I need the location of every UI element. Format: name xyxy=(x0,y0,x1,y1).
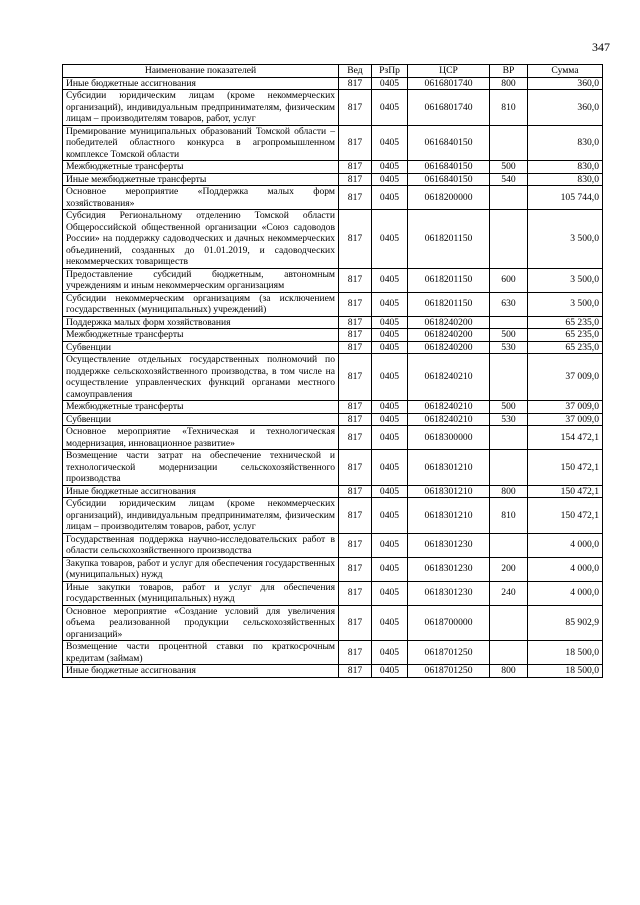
cell-vr xyxy=(490,125,528,161)
table-header xyxy=(63,65,603,78)
cell-rzpr: 0405 xyxy=(372,557,408,581)
cell-sum: 4 000,0 xyxy=(528,557,603,581)
header-vr: ВР xyxy=(490,65,528,78)
cell-rzpr: 0405 xyxy=(372,186,408,210)
cell-ved: 817 xyxy=(339,581,372,605)
header-ved: Вед xyxy=(339,65,372,78)
table-row xyxy=(63,316,603,329)
header-name: Наименование показателей xyxy=(63,65,339,78)
cell-sum: 37 009,0 xyxy=(528,413,603,426)
cell-sum: 3 500,0 xyxy=(528,268,603,292)
cell-name: Субвенции xyxy=(63,341,339,354)
cell-csr: 0618301230 xyxy=(408,581,490,605)
cell-rzpr: 0405 xyxy=(372,210,408,269)
cell-ved: 817 xyxy=(339,341,372,354)
cell-sum: 4 000,0 xyxy=(528,533,603,557)
cell-rzpr: 0405 xyxy=(372,413,408,426)
cell-name: Возмещение части затрат на обеспечение технической и технологической модернизации сельскохозяйственного производства xyxy=(63,450,339,486)
cell-vr: 530 xyxy=(490,413,528,426)
cell-ved: 817 xyxy=(339,641,372,665)
cell-vr xyxy=(490,354,528,401)
table-row xyxy=(63,161,603,174)
cell-vr xyxy=(490,426,528,450)
cell-csr: 0618301230 xyxy=(408,533,490,557)
cell-sum: 18 500,0 xyxy=(528,641,603,665)
table-row xyxy=(63,498,603,534)
cell-sum: 105 744,0 xyxy=(528,186,603,210)
table-row xyxy=(63,581,603,605)
cell-rzpr: 0405 xyxy=(372,354,408,401)
cell-name: Межбюджетные трансферты xyxy=(63,161,339,174)
cell-rzpr: 0405 xyxy=(372,125,408,161)
cell-name: Субсидии юридическим лицам (кроме некоммерческих организаций), индивидуальным предпринимателям, физическим лицам – производителям товаров, работ, услуг xyxy=(63,90,339,126)
cell-ved: 817 xyxy=(339,426,372,450)
cell-ved: 817 xyxy=(339,210,372,269)
cell-name: Премирование муниципальных образований Томской области – победителей областного конкурса в агропромышленном комплексе Томской области xyxy=(63,125,339,161)
cell-ved: 817 xyxy=(339,90,372,126)
cell-vr xyxy=(490,316,528,329)
cell-name: Иные бюджетные ассигнования xyxy=(63,665,339,678)
header-csr: ЦСР xyxy=(408,65,490,78)
cell-rzpr: 0405 xyxy=(372,161,408,174)
cell-name: Основное мероприятие «Техническая и технологическая модернизация, инновационное развитие» xyxy=(63,426,339,450)
cell-sum: 154 472,1 xyxy=(528,426,603,450)
cell-ved: 817 xyxy=(339,125,372,161)
cell-name: Субвенции xyxy=(63,413,339,426)
cell-name: Осуществление отдельных государственных полномочий по поддержке сельскохозяйственного производства, в том числе на осуществление управленческих функций органами местного самоуправления xyxy=(63,354,339,401)
cell-name: Государственная поддержка научно-исследовательских работ в области сельскохозяйственного производства xyxy=(63,533,339,557)
cell-name: Межбюджетные трансферты xyxy=(63,401,339,414)
table-row xyxy=(63,292,603,316)
cell-sum: 830,0 xyxy=(528,161,603,174)
cell-rzpr: 0405 xyxy=(372,401,408,414)
cell-csr: 0616840150 xyxy=(408,173,490,186)
table-row xyxy=(63,557,603,581)
table-row xyxy=(63,329,603,342)
cell-name: Субсидии юридическим лицам (кроме некоммерческих организаций), индивидуальным предпринимателям, физическим лицам – производителям товаров, работ, услуг xyxy=(63,498,339,534)
cell-sum: 3 500,0 xyxy=(528,292,603,316)
cell-csr: 0618301210 xyxy=(408,450,490,486)
cell-rzpr: 0405 xyxy=(372,77,408,90)
cell-csr: 0616801740 xyxy=(408,90,490,126)
cell-name: Основное мероприятие «Создание условий для увеличения объема реализованной продукции сельскохозяйственных организаций» xyxy=(63,605,339,641)
cell-ved: 817 xyxy=(339,292,372,316)
cell-vr: 800 xyxy=(490,485,528,498)
cell-vr xyxy=(490,210,528,269)
cell-ved: 817 xyxy=(339,413,372,426)
cell-sum: 85 902,9 xyxy=(528,605,603,641)
table-row xyxy=(63,665,603,678)
table-row xyxy=(63,210,603,269)
table-row xyxy=(63,450,603,486)
cell-sum: 360,0 xyxy=(528,90,603,126)
table-row xyxy=(63,485,603,498)
cell-name: Основное мероприятие «Поддержка малых форм хозяйствования» xyxy=(63,186,339,210)
cell-csr: 0618301230 xyxy=(408,557,490,581)
cell-ved: 817 xyxy=(339,605,372,641)
cell-sum: 37 009,0 xyxy=(528,354,603,401)
cell-name: Возмещение части процентной ставки по краткосрочным кредитам (займам) xyxy=(63,641,339,665)
cell-sum: 4 000,0 xyxy=(528,581,603,605)
cell-vr xyxy=(490,450,528,486)
cell-csr: 0616801740 xyxy=(408,77,490,90)
cell-csr: 0618701250 xyxy=(408,641,490,665)
cell-vr: 800 xyxy=(490,665,528,678)
cell-sum: 18 500,0 xyxy=(528,665,603,678)
cell-ved: 817 xyxy=(339,186,372,210)
cell-ved: 817 xyxy=(339,161,372,174)
cell-rzpr: 0405 xyxy=(372,665,408,678)
cell-name: Иные бюджетные ассигнования xyxy=(63,485,339,498)
cell-csr: 0616840150 xyxy=(408,125,490,161)
cell-name: Субсидии некоммерческим организациям (за исключением государственных (муниципальных) учреждений) xyxy=(63,292,339,316)
cell-csr: 0618300000 xyxy=(408,426,490,450)
cell-csr: 0618240210 xyxy=(408,401,490,414)
cell-csr: 0618301210 xyxy=(408,498,490,534)
cell-vr: 800 xyxy=(490,77,528,90)
cell-rzpr: 0405 xyxy=(372,641,408,665)
cell-sum: 65 235,0 xyxy=(528,316,603,329)
cell-sum: 3 500,0 xyxy=(528,210,603,269)
cell-vr xyxy=(490,605,528,641)
page-number: 347 xyxy=(592,40,610,54)
cell-rzpr: 0405 xyxy=(372,292,408,316)
cell-name: Закупка товаров, работ и услуг для обеспечения государственных (муниципальных) нужд xyxy=(63,557,339,581)
cell-ved: 817 xyxy=(339,316,372,329)
cell-ved: 817 xyxy=(339,665,372,678)
table-row xyxy=(63,268,603,292)
cell-csr: 0618701250 xyxy=(408,665,490,678)
cell-rzpr: 0405 xyxy=(372,450,408,486)
table-row xyxy=(63,341,603,354)
cell-vr: 200 xyxy=(490,557,528,581)
cell-rzpr: 0405 xyxy=(372,341,408,354)
cell-ved: 817 xyxy=(339,450,372,486)
cell-ved: 817 xyxy=(339,533,372,557)
cell-rzpr: 0405 xyxy=(372,485,408,498)
cell-csr: 0618240210 xyxy=(408,413,490,426)
table-row xyxy=(63,173,603,186)
table-row xyxy=(63,77,603,90)
cell-csr: 0616840150 xyxy=(408,161,490,174)
cell-rzpr: 0405 xyxy=(372,173,408,186)
table-row xyxy=(63,641,603,665)
cell-vr: 500 xyxy=(490,329,528,342)
cell-rzpr: 0405 xyxy=(372,90,408,126)
cell-csr: 0618240200 xyxy=(408,341,490,354)
cell-rzpr: 0405 xyxy=(372,329,408,342)
cell-rzpr: 0405 xyxy=(372,498,408,534)
cell-csr: 0618200000 xyxy=(408,186,490,210)
cell-csr: 0618240200 xyxy=(408,316,490,329)
header-rzpr: РзПр xyxy=(372,65,408,78)
cell-name: Поддержка малых форм хозяйствования xyxy=(63,316,339,329)
cell-sum: 65 235,0 xyxy=(528,329,603,342)
table-row xyxy=(63,90,603,126)
cell-ved: 817 xyxy=(339,77,372,90)
cell-sum: 150 472,1 xyxy=(528,498,603,534)
cell-ved: 817 xyxy=(339,173,372,186)
cell-sum: 37 009,0 xyxy=(528,401,603,414)
cell-name: Иные межбюджетные трансферты xyxy=(63,173,339,186)
cell-sum: 830,0 xyxy=(528,125,603,161)
cell-rzpr: 0405 xyxy=(372,605,408,641)
cell-name: Субсидия Региональному отделению Томской области Общероссийской общественной организации «Союз садоводов России» на поддержку садоводческих и дачных некоммерческих объединений, созданных до 01.01.2019, и садоводческих некоммерческих товариществ xyxy=(63,210,339,269)
cell-sum: 830,0 xyxy=(528,173,603,186)
table-row xyxy=(63,533,603,557)
cell-vr: 530 xyxy=(490,341,528,354)
budget-table xyxy=(62,64,603,678)
cell-vr xyxy=(490,533,528,557)
cell-vr xyxy=(490,186,528,210)
cell-csr: 0618240210 xyxy=(408,354,490,401)
cell-csr: 0618201150 xyxy=(408,268,490,292)
cell-ved: 817 xyxy=(339,354,372,401)
cell-rzpr: 0405 xyxy=(372,581,408,605)
cell-ved: 817 xyxy=(339,557,372,581)
cell-ved: 817 xyxy=(339,485,372,498)
cell-rzpr: 0405 xyxy=(372,426,408,450)
cell-rzpr: 0405 xyxy=(372,268,408,292)
header-sum: Сумма xyxy=(528,65,603,78)
cell-vr xyxy=(490,641,528,665)
table-row xyxy=(63,426,603,450)
cell-name: Иные закупки товаров, работ и услуг для обеспечения государственных (муниципальных) нужд xyxy=(63,581,339,605)
cell-csr: 0618201150 xyxy=(408,292,490,316)
cell-vr: 630 xyxy=(490,292,528,316)
cell-name: Иные бюджетные ассигнования xyxy=(63,77,339,90)
cell-ved: 817 xyxy=(339,401,372,414)
cell-vr: 240 xyxy=(490,581,528,605)
cell-vr: 500 xyxy=(490,401,528,414)
table-body xyxy=(63,77,603,677)
table-row xyxy=(63,401,603,414)
cell-ved: 817 xyxy=(339,268,372,292)
table-row xyxy=(63,354,603,401)
cell-csr: 0618240200 xyxy=(408,329,490,342)
header-row xyxy=(63,65,603,78)
cell-vr: 500 xyxy=(490,161,528,174)
cell-sum: 150 472,1 xyxy=(528,450,603,486)
table-row xyxy=(63,413,603,426)
cell-csr: 0618700000 xyxy=(408,605,490,641)
cell-csr: 0618301210 xyxy=(408,485,490,498)
cell-vr: 810 xyxy=(490,498,528,534)
cell-rzpr: 0405 xyxy=(372,316,408,329)
cell-vr: 600 xyxy=(490,268,528,292)
cell-sum: 360,0 xyxy=(528,77,603,90)
cell-ved: 817 xyxy=(339,498,372,534)
cell-csr: 0618201150 xyxy=(408,210,490,269)
cell-name: Предоставление субсидий бюджетным, автономным учреждениям и иным некоммерческим организациям xyxy=(63,268,339,292)
table-row xyxy=(63,186,603,210)
cell-sum: 150 472,1 xyxy=(528,485,603,498)
cell-vr: 810 xyxy=(490,90,528,126)
cell-ved: 817 xyxy=(339,329,372,342)
table-row xyxy=(63,605,603,641)
cell-name: Межбюджетные трансферты xyxy=(63,329,339,342)
cell-sum: 65 235,0 xyxy=(528,341,603,354)
table-row xyxy=(63,125,603,161)
cell-vr: 540 xyxy=(490,173,528,186)
cell-rzpr: 0405 xyxy=(372,533,408,557)
